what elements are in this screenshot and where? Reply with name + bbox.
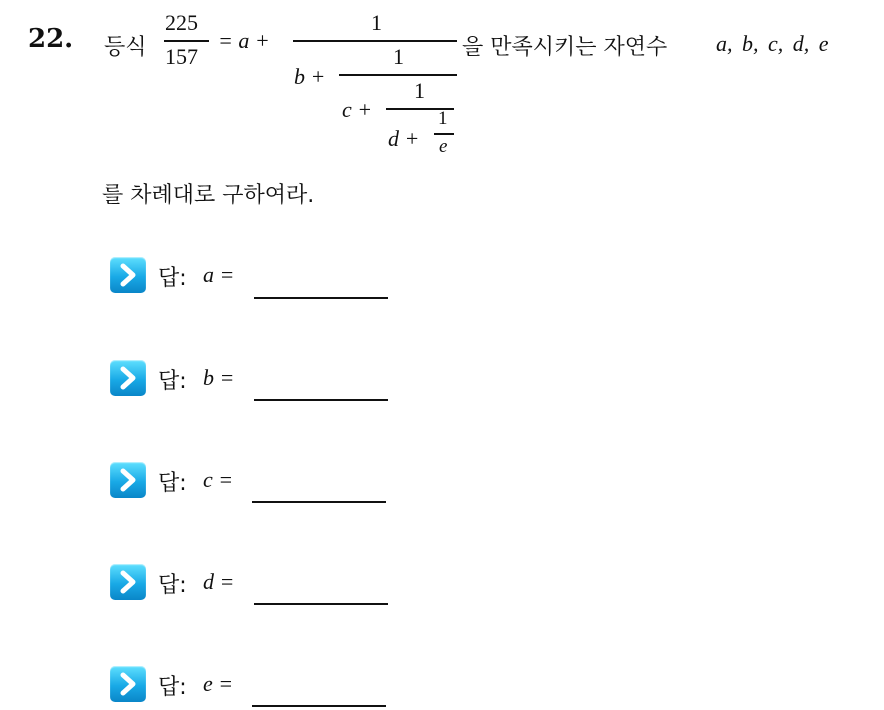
answer-variable: e = xyxy=(203,671,234,696)
equals-a-plus: = a + xyxy=(218,28,270,53)
answer-variable: a = xyxy=(203,262,235,287)
fraction-numerator: 225 xyxy=(165,10,198,35)
cf-e: e xyxy=(439,136,448,157)
instruction-text: 를 차례대로 구하여라. xyxy=(102,183,315,208)
cf-bar-2 xyxy=(339,74,457,76)
cf-numerator-4: 1 xyxy=(438,108,448,129)
chevron-right-icon xyxy=(110,462,146,498)
variables-list: a, b, c, d, e xyxy=(716,31,829,56)
chevron-right-icon xyxy=(110,564,146,600)
cf-b-plus: b + xyxy=(294,64,326,89)
lead-text: 등식 xyxy=(104,35,147,60)
question-number: 22. xyxy=(28,24,74,54)
cf-c-plus: c + xyxy=(342,97,373,122)
answer-variable: c = xyxy=(203,467,234,492)
cf-bar-1 xyxy=(293,40,457,42)
answer-label: 답: xyxy=(158,573,187,598)
answer-label: 답: xyxy=(158,471,187,496)
cf-d-plus: d + xyxy=(388,126,420,151)
cf-numerator-1: 1 xyxy=(371,10,382,35)
cf-numerator-3: 1 xyxy=(414,78,425,103)
chevron-right-icon xyxy=(110,666,146,702)
answer-blank[interactable] xyxy=(254,603,388,605)
cf-numerator-2: 1 xyxy=(393,44,404,69)
answer-label: 답: xyxy=(158,675,187,700)
fraction-bar xyxy=(164,40,209,42)
answer-blank[interactable] xyxy=(254,297,388,299)
answer-label: 답: xyxy=(158,266,187,291)
answer-blank[interactable] xyxy=(252,501,386,503)
answer-label: 답: xyxy=(158,369,187,394)
cf-bar-4 xyxy=(434,133,454,135)
answer-blank[interactable] xyxy=(254,399,388,401)
tail-text: 을 만족시키는 자연수 xyxy=(462,35,668,60)
chevron-right-icon xyxy=(110,360,146,396)
answer-variable: b = xyxy=(203,365,235,390)
answer-variable: d = xyxy=(203,569,235,594)
answer-blank[interactable] xyxy=(252,705,386,707)
chevron-right-icon xyxy=(110,257,146,293)
fraction-denominator: 157 xyxy=(165,44,198,69)
